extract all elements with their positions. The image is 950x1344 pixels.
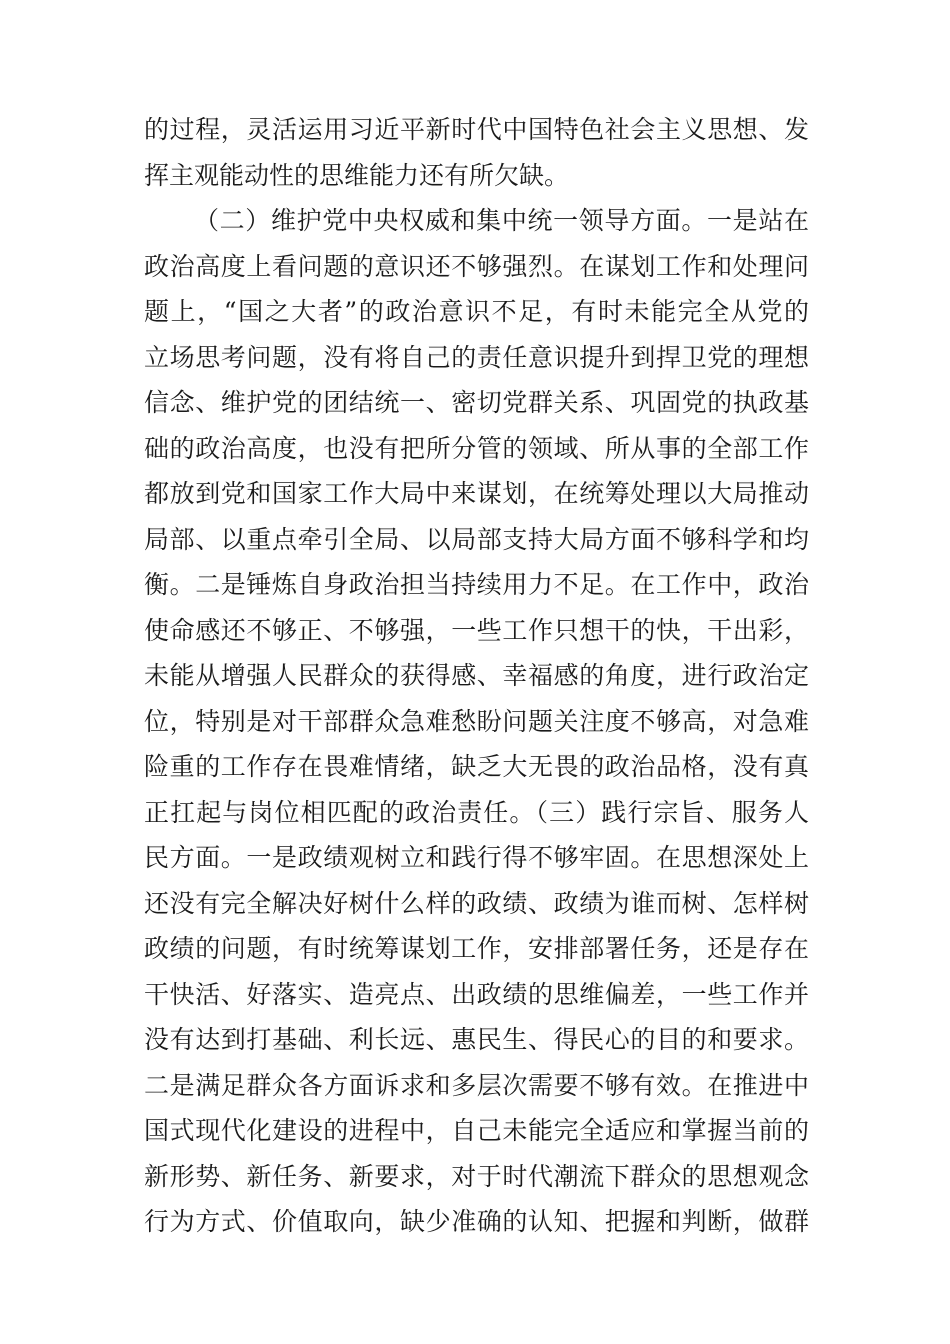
text-line: 政治高度上看问题的意识还不够强烈。在谋划工作和处理问 (144, 251, 809, 281)
text-line: 正扛起与岗位相匹配的政治责任。（三）践行宗旨、服务人 (144, 797, 809, 827)
text-line: 国式现代化建设的进程中，自己未能完全适应和掌握当前的 (144, 1116, 809, 1145)
text-line: 础的政治高度，也没有把所分管的领域、所从事的全部工作 (144, 433, 809, 463)
text-line: 二是满足群众各方面诉求和多层次需要不够有效。在推进中 (144, 1070, 809, 1100)
document-body (144, 107, 809, 1245)
text-line: 的过程，灵活运用习近平新时代中国特色社会主义思想、发 (144, 115, 809, 144)
text-line: 位，特别是对干部群众急难愁盼问题关注度不够高，对急难 (144, 706, 809, 736)
text-line: 立场思考问题，没有将自己的责任意识提升到捍卫党的理想 (144, 342, 809, 372)
text-line: 干快活、好落实、造亮点、出政绩的思维偏差，一些工作并 (144, 979, 809, 1009)
text-line: 题上，“国之大者”的政治意识不足，有时未能完全从党的 (144, 297, 809, 326)
text-line: 行为方式、价值取向，缺少准确的认知、把握和判断，做群 (144, 1207, 809, 1236)
text-line: 还没有完全解决好树什么样的政绩、政绩为谁而树、怎样树 (144, 888, 809, 918)
text-line: 险重的工作存在畏难情绪，缺乏大无畏的政治品格，没有真 (144, 752, 809, 781)
text-line: 没有达到打基础、利长远、惠民生、得民心的目的和要求。 (144, 1025, 809, 1054)
text-line: （二）维护党中央权威和集中统一领导方面。一是站在 (194, 206, 809, 235)
text-line: 局部、以重点牵引全局、以局部支持大局方面不够科学和均 (144, 524, 809, 554)
text-line: 未能从增强人民群众的获得感、幸福感的角度，进行政治定 (144, 661, 809, 690)
text-line: 挥主观能动性的思维能力还有所欠缺。 (144, 160, 570, 190)
text-line: 新形势、新任务、新要求，对于时代潮流下群众的思想观念 (144, 1161, 809, 1191)
text-line: 民方面。一是政绩观树立和践行得不够牢固。在思想深处上 (144, 843, 809, 872)
text-line: 政绩的问题，有时统筹谋划工作，安排部署任务，还是存在 (144, 934, 809, 963)
text-line: 使命感还不够正、不够强，一些工作只想干的快，干出彩， (144, 615, 809, 645)
text-line: 都放到党和国家工作大局中来谋划，在统筹处理以大局推动 (144, 479, 809, 508)
text-line: 衡。二是锤炼自身政治担当持续用力不足。在工作中，政治 (144, 570, 809, 599)
text-line: 信念、维护党的团结统一、密切党群关系、巩固党的执政基 (144, 388, 809, 417)
